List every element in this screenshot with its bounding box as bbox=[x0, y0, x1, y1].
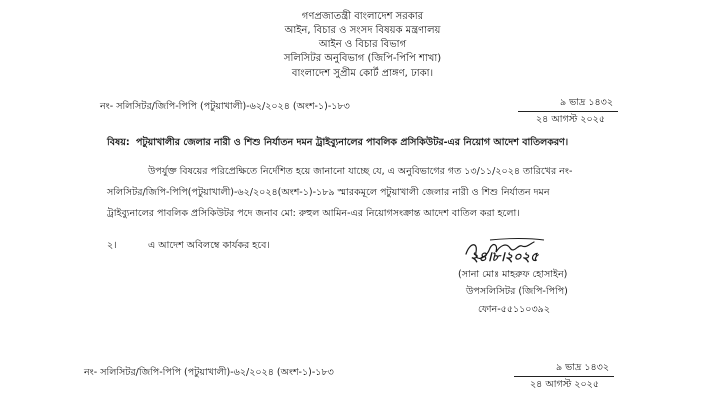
header-ministry: আইন, বিচার ও সংসদ বিষয়ক মন্ত্রণালয় bbox=[284, 25, 441, 36]
header-govt: গণপ্রজাতন্ত্রী বাংলাদেশ সরকার bbox=[301, 11, 424, 22]
date-divider-bottom bbox=[514, 376, 614, 377]
date-divider-top bbox=[518, 111, 618, 112]
memo-date-bengali-top: ৯ ভাদ্র ১৪৩২ bbox=[560, 97, 614, 108]
memo-date-bengali-bottom: ৯ ভাদ্র ১৪৩২ bbox=[556, 362, 610, 373]
signature-date: ২৪।৮।২০২৫ bbox=[470, 250, 539, 265]
body-para1-line2: সলিসিটর/জিপি-পিপি(পটুয়াখালী)-৬২/২০২৪(অংশ-১)-১৮৯ স্মারকমূলে পটুয়াখালী জেলার নারী ও শিশু নির্যাতন দমন bbox=[107, 187, 550, 198]
body-para2-text: এ আদেশ অবিলম্বে কার্যকর হবে। bbox=[148, 240, 270, 251]
memo-ref-top: নং- সলিসিটর/জিপি-পিপি (পটুয়াখালী)-৬২/২০২৪ (অংশ-১)-১৮৩ bbox=[100, 101, 350, 112]
subject-text: পটুয়াখালীর জেলার নারী ও শিশু নির্যাতন দমন ট্রাইব্যুনালের পাবলিক প্রসিকিউটর-এর নিয়োগ আদেশ বাতিলকরণ। bbox=[136, 137, 569, 148]
memo-ref-bottom: নং- সলিসিটর/জিপি-পিপি (পটুয়াখালী)-৬২/২০২৪ (অংশ-১)-১৮৩ bbox=[84, 367, 334, 378]
header-wing: সলিসিটর অনুবিভাগ (জিপি-পিপি শাখা) bbox=[283, 53, 442, 64]
body-para1-line3: ট্রাইব্যুনালের পাবলিক প্রসিকিউটর পদে জনাব মো: রুহুল আমিন-এর নিয়োগসংক্রান্ত আদেশ বাতিল করা হলো। bbox=[107, 208, 520, 219]
body-para2-number: ২। bbox=[107, 240, 117, 251]
signatory-phone: ফোন-৫৫১১০৩৯২ bbox=[478, 304, 551, 315]
header-address: বাংলাদেশ সুপ্রীম কোর্ট প্রাঙ্গণ, ঢাকা। bbox=[291, 68, 434, 79]
memo-date-english-top: ২৪ আগস্ট ২০২৫ bbox=[536, 114, 606, 125]
signatory-designation: উপসলিসিটর (জিপি-পিপি) bbox=[466, 286, 568, 297]
signatory-name: (সানা মোঃ মাহরুফ হোসাইন) bbox=[458, 269, 568, 280]
memo-date-english-bottom: ২৪ আগস্ট ২০২৫ bbox=[530, 379, 600, 390]
body-para1-line1: উপর্যুক্ত বিষয়ের পরিপ্রেক্ষিতে নির্দেশিত হয়ে জানানো যাচ্ছে যে, এ অনুবিভাগের গত ১৩/১১/২০২৪ তারিখের নং- bbox=[148, 166, 573, 177]
subject-label: বিষয়: bbox=[107, 137, 130, 148]
header-division: আইন ও বিচার বিভাগ bbox=[318, 39, 407, 50]
